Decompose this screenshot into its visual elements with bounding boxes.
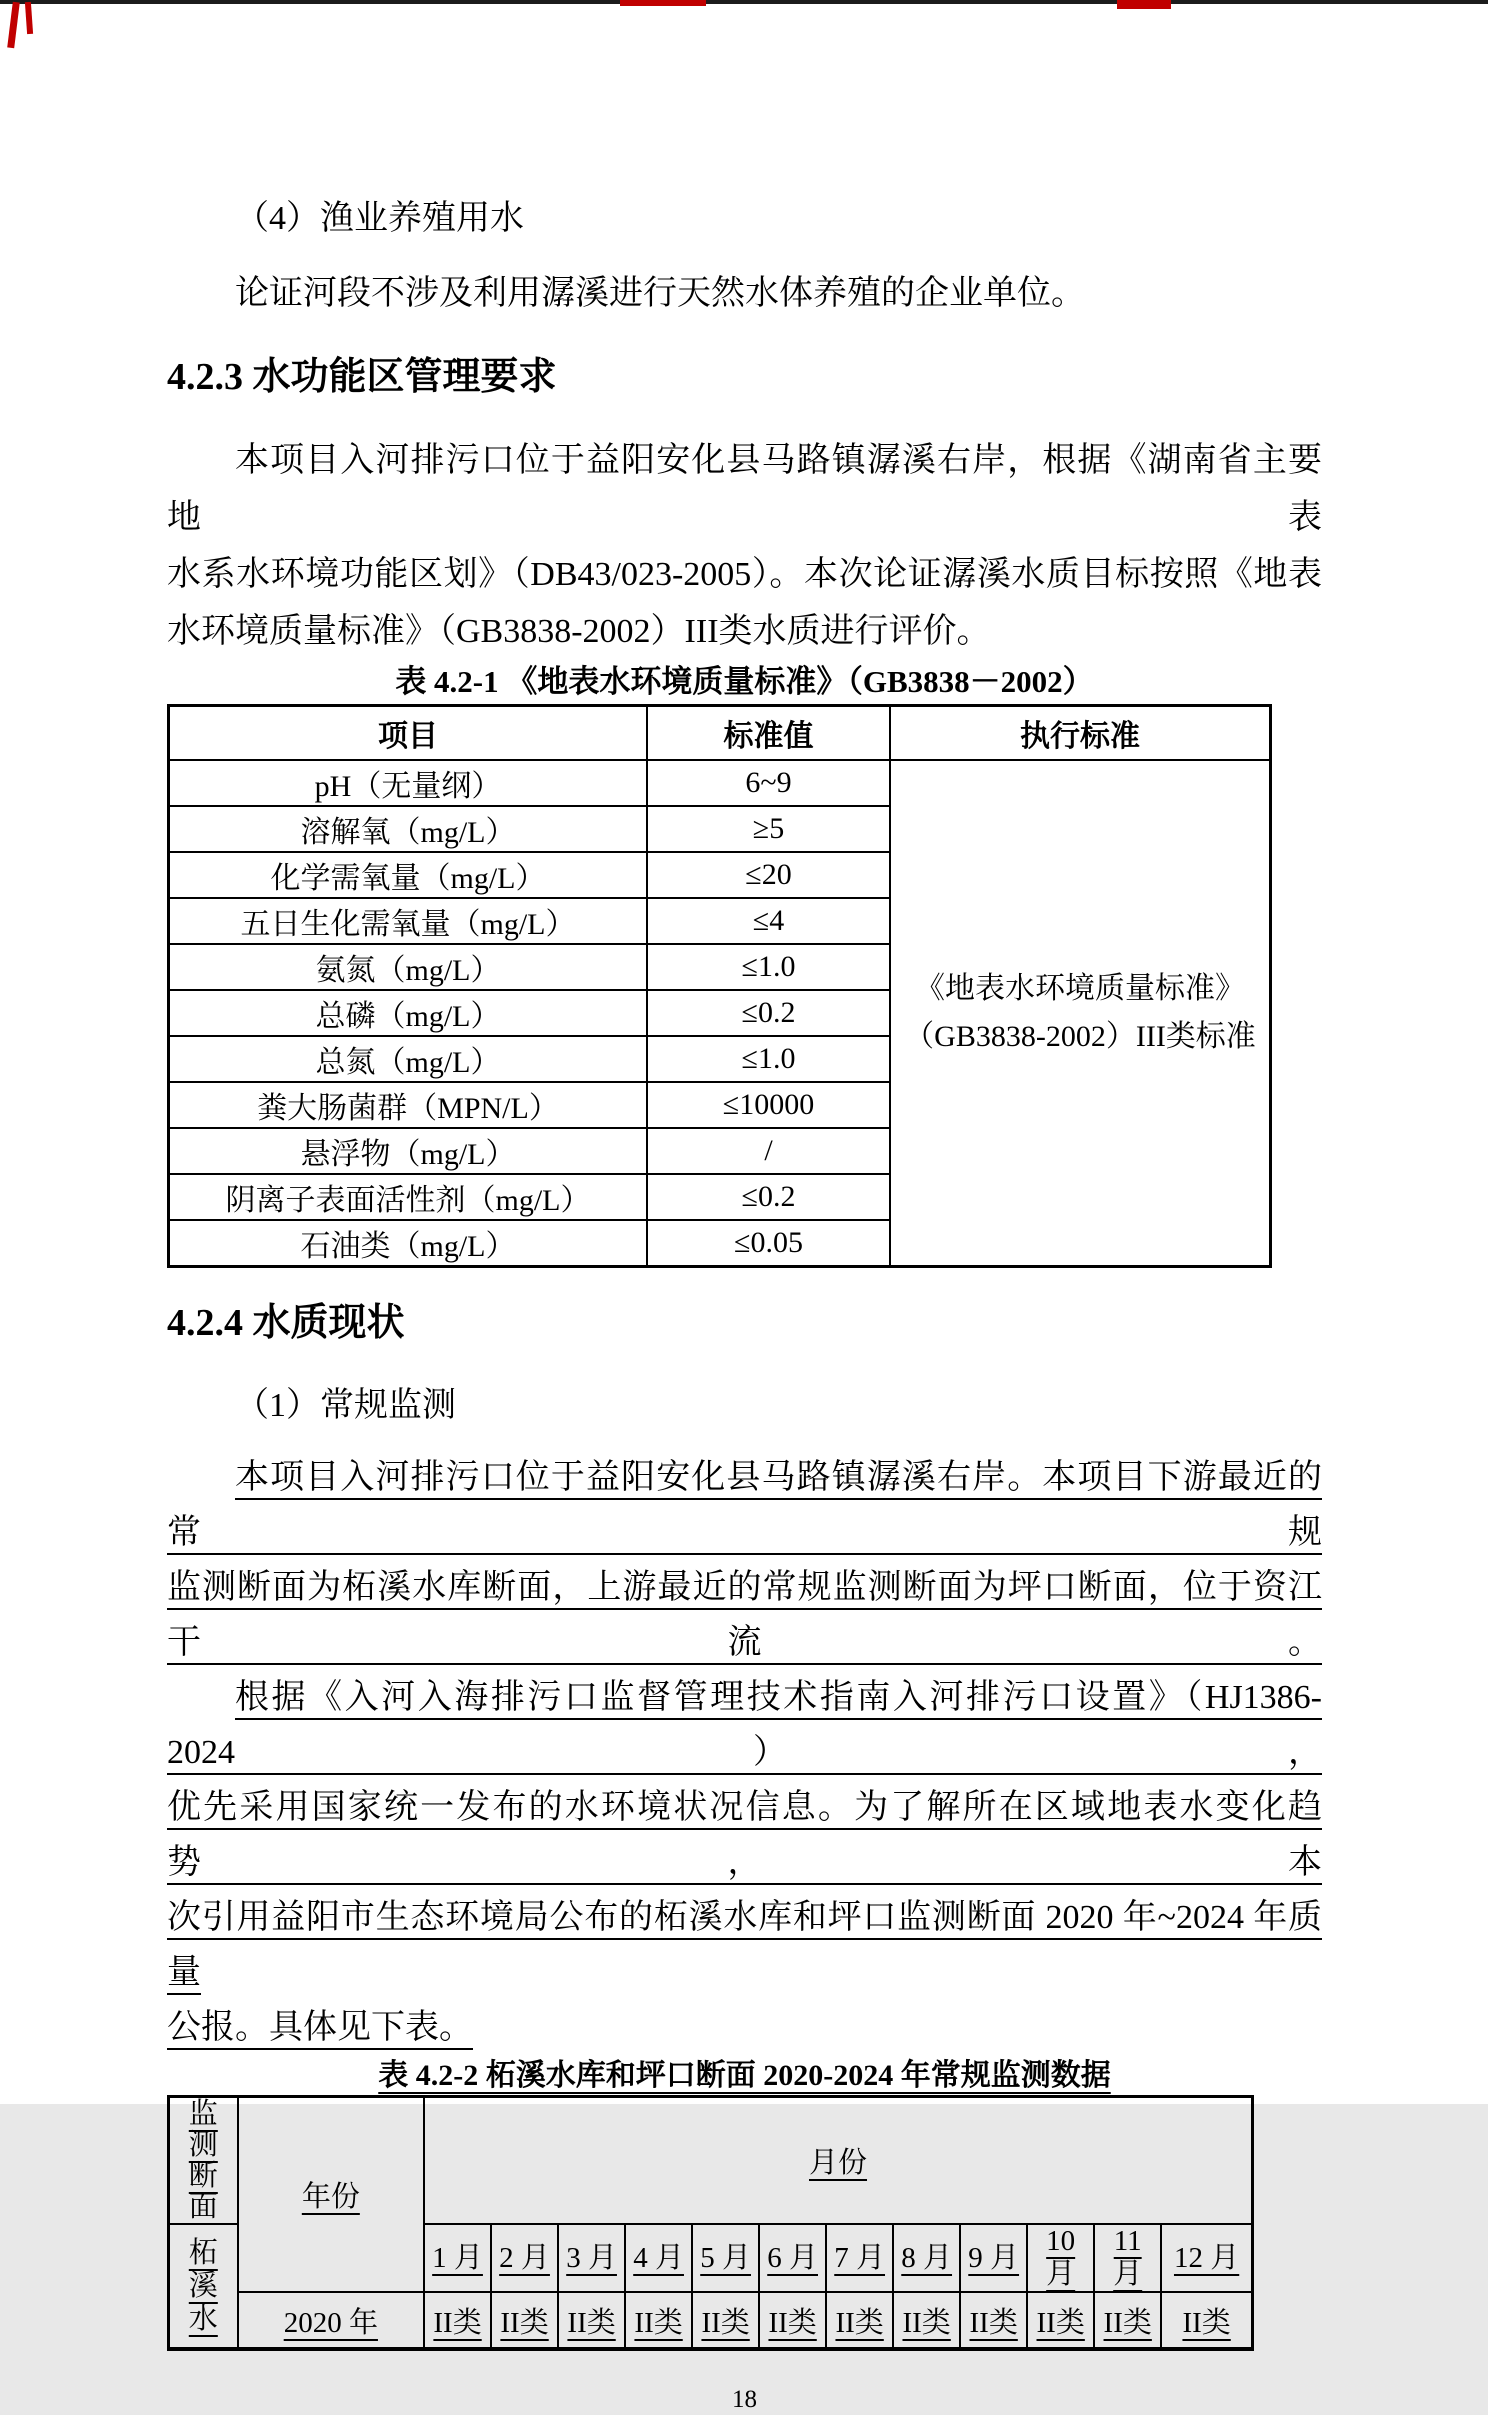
month-header: 8 月 bbox=[893, 2224, 960, 2292]
month-header: 4 月 bbox=[625, 2224, 692, 2292]
param-label: 氨氮（mg/L） bbox=[169, 944, 648, 990]
red-scan-artifact bbox=[620, 0, 706, 6]
month-header: 10 月 bbox=[1027, 2224, 1094, 2292]
section-heading-4-2-3: 4.2.3 水功能区管理要求 bbox=[167, 356, 557, 398]
param-value: ≤0.2 bbox=[647, 1174, 890, 1220]
param-value: ≤1.0 bbox=[647, 944, 890, 990]
list-item-4-body: 论证河段不涉及利用潺溪进行天然水体养殖的企业单位。 bbox=[235, 275, 1085, 312]
month-header: 9 月 bbox=[960, 2224, 1027, 2292]
column-header-executive-standard: 执行标准 bbox=[890, 705, 1271, 760]
water-class-value: II类 bbox=[826, 2292, 893, 2349]
month-header: 5 月 bbox=[692, 2224, 759, 2292]
param-label: 五日生化需氧量（mg/L） bbox=[169, 898, 648, 944]
water-class-value: II类 bbox=[1027, 2292, 1094, 2349]
param-label: 石油类（mg/L） bbox=[169, 1220, 648, 1267]
param-label: 粪大肠菌群（MPN/L） bbox=[169, 1082, 648, 1128]
section-heading-4-2-4: 4.2.4 水质现状 bbox=[167, 1301, 405, 1344]
underlined-line: 根据《入河入海排污口监督管理技术指南入河排污口设置》（HJ1386-2024）， bbox=[167, 1679, 1322, 1772]
underlined-line: 优先采用国家统一发布的水环境状况信息。为了解所在区域地表水变化趋势，本 bbox=[167, 1789, 1322, 1882]
red-scan-artifact bbox=[1117, 0, 1171, 9]
underlined-line: 本项目入河排污口位于益阳安化县马路镇潺溪右岸。本项目下游最近的常规 bbox=[167, 1459, 1322, 1552]
year-label: 2020 年 bbox=[238, 2292, 424, 2349]
table-data-row-2020 bbox=[169, 2292, 1253, 2349]
header-monitoring-section: 监 测 断 面 bbox=[169, 2097, 238, 2225]
water-class-value: II类 bbox=[960, 2292, 1027, 2349]
water-class-value: II类 bbox=[1161, 2292, 1252, 2349]
param-label: pH（无量纲） bbox=[169, 760, 648, 806]
column-header-standard-value: 标准值 bbox=[647, 705, 890, 760]
table-row bbox=[169, 760, 1271, 806]
paragraph-line: 水系水环境功能区划》（DB43/023-2005）。本次论证潺溪水质目标按照《地表 bbox=[167, 555, 1322, 593]
param-label: 溶解氧（mg/L） bbox=[169, 806, 648, 852]
underlined-line: 次引用益阳市生态环境局公布的柘溪水库和坪口监测断面 2020 年~2024 年质量 bbox=[167, 1899, 1322, 1992]
param-label: 悬浮物（mg/L） bbox=[169, 1128, 648, 1174]
param-value: ≤20 bbox=[647, 852, 890, 898]
page-top-edge-line bbox=[0, 0, 1488, 4]
underlined-line: 公报。具体见下表。 bbox=[167, 2009, 473, 2047]
month-header: 12 月 bbox=[1161, 2224, 1252, 2292]
paragraph-line: 水环境质量标准》（GB3838-2002）III类水质进行评价。 bbox=[167, 612, 991, 650]
header-month-group: 月份 bbox=[424, 2097, 1252, 2225]
water-class-value: II类 bbox=[558, 2292, 625, 2349]
table-4-2-2-monitoring-data bbox=[167, 2095, 1254, 2351]
sub-heading-regular-monitoring: （1）常规监测 bbox=[235, 1387, 456, 1425]
month-header: 3 月 bbox=[558, 2224, 625, 2292]
param-value: ≤4 bbox=[647, 898, 890, 944]
month-header: 11 月 bbox=[1094, 2224, 1161, 2292]
section-4-2-3-paragraph bbox=[167, 432, 1322, 660]
param-value: 6~9 bbox=[647, 760, 890, 806]
param-value: ≤1.0 bbox=[647, 1036, 890, 1082]
month-header: 1 月 bbox=[424, 2224, 491, 2292]
param-value: ≤0.05 bbox=[647, 1220, 890, 1267]
table-header-row-month-group bbox=[169, 2097, 1253, 2225]
water-class-value: II类 bbox=[424, 2292, 491, 2349]
param-label: 总氮（mg/L） bbox=[169, 1036, 648, 1082]
month-header: 6 月 bbox=[759, 2224, 826, 2292]
param-value: ≤0.2 bbox=[647, 990, 890, 1036]
table-4-2-2-title: 表 4.2-2 柘溪水库和坪口断面 2020-2024 年常规监测数据 bbox=[378, 2059, 1111, 2093]
water-class-value: II类 bbox=[1094, 2292, 1161, 2349]
underlined-line: 监测断面为柘溪水库断面，上游最近的常规监测断面为坪口断面，位于资江干流。 bbox=[167, 1569, 1322, 1662]
param-label: 化学需氧量（mg/L） bbox=[169, 852, 648, 898]
water-class-value: II类 bbox=[893, 2292, 960, 2349]
list-item-4-title: （4）渔业养殖用水 bbox=[235, 200, 524, 237]
param-value: ≥5 bbox=[647, 806, 890, 852]
water-class-value: II类 bbox=[692, 2292, 759, 2349]
site-label-zhexi-reservoir: 柘 溪 水 bbox=[169, 2224, 238, 2349]
param-value: ≤10000 bbox=[647, 1082, 890, 1128]
param-label: 总磷（mg/L） bbox=[169, 990, 648, 1036]
month-header: 7 月 bbox=[826, 2224, 893, 2292]
table-4-2-1-title: 表 4.2-1 《地表水环境质量标准》（GB3838－2002） bbox=[395, 663, 1094, 699]
param-label: 阴离子表面活性剂（mg/L） bbox=[169, 1174, 648, 1220]
header-year: 年份 bbox=[238, 2097, 424, 2293]
water-class-value: II类 bbox=[491, 2292, 558, 2349]
executive-standard-merged-cell bbox=[890, 760, 1271, 1267]
table-header-row bbox=[169, 705, 1271, 760]
executive-standard-text: （GB3838-2002）III类标准 bbox=[904, 1019, 1256, 1053]
table-4-2-1-water-quality-standards bbox=[167, 704, 1272, 1268]
executive-standard-text: 《地表水环境质量标准》 bbox=[915, 971, 1245, 1005]
month-header: 2 月 bbox=[491, 2224, 558, 2292]
underlined-paragraphs bbox=[167, 1450, 1322, 2055]
param-value: / bbox=[647, 1128, 890, 1174]
water-class-value: II类 bbox=[625, 2292, 692, 2349]
column-header-item: 项目 bbox=[169, 705, 648, 760]
water-class-value: II类 bbox=[759, 2292, 826, 2349]
page-number: 18 bbox=[732, 2386, 757, 2414]
paragraph-line: 本项目入河排污口位于益阳安化县马路镇潺溪右岸，根据《湖南省主要地表 bbox=[167, 441, 1322, 536]
